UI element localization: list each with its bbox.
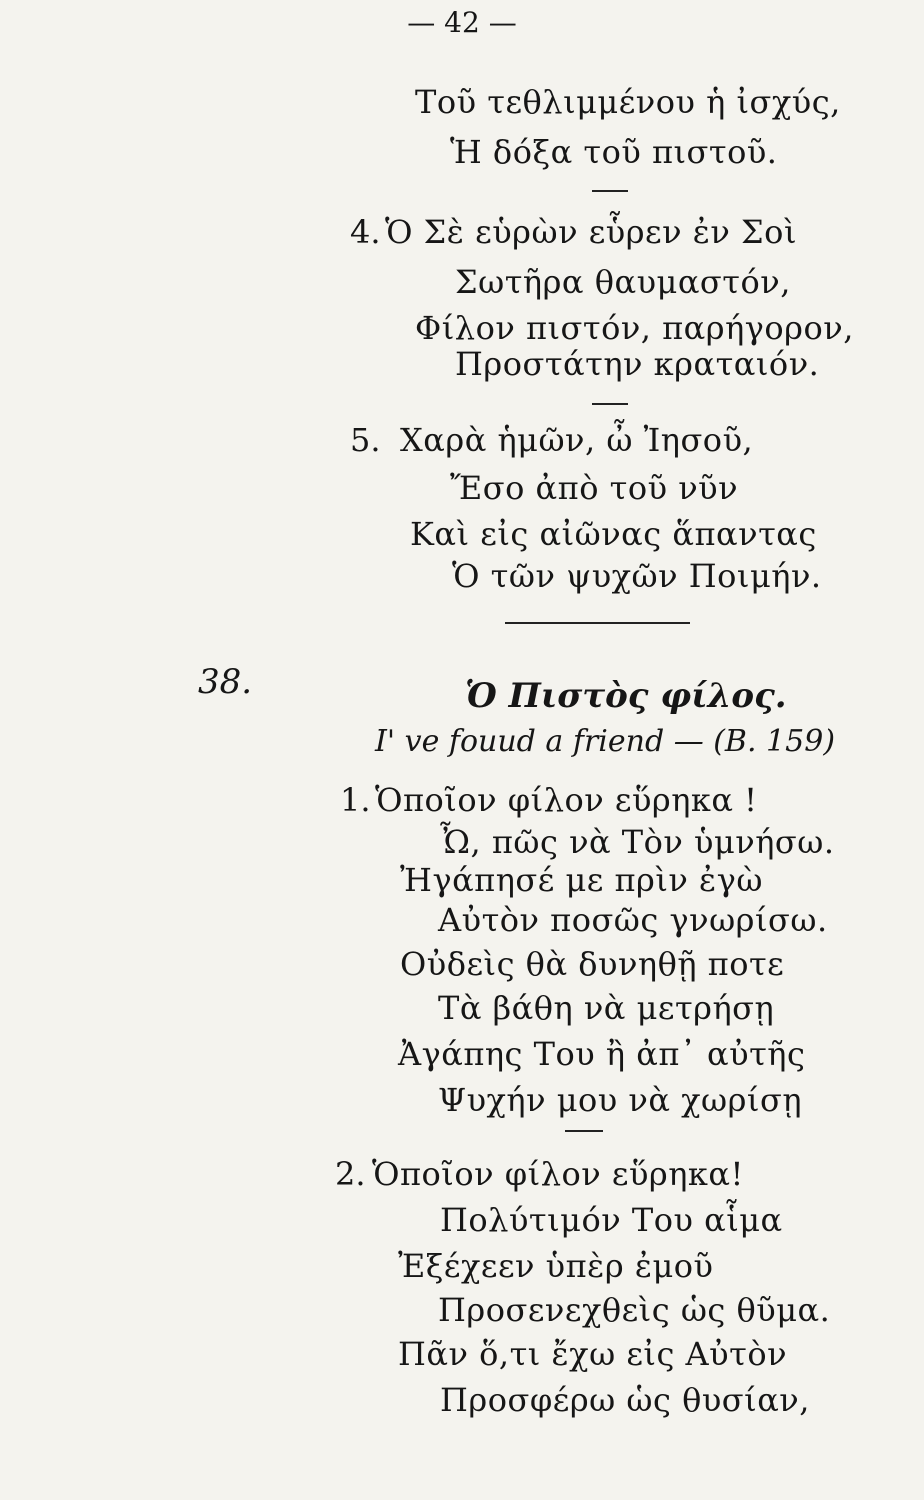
verse-line: Πολύτιμόν Του αἷμα <box>440 1201 783 1239</box>
verse-line: Τοῦ τεθλιμμένου ἡ ἰσχύς, <box>415 83 841 121</box>
verse-line: Ὁ Σὲ εὑρὼν εὗρεν ἐν Σοὶ <box>385 213 797 251</box>
verse-line: Ὦ, πῶς νὰ Τὸν ὑμνήσω. <box>440 823 835 861</box>
verse-line: Ἐξέχεεν ὑπὲρ ἐμοῦ <box>398 1247 714 1285</box>
verse-number: 4. <box>350 213 381 251</box>
verse-divider <box>565 1130 603 1132</box>
verse-line: Ψυχήν μου νὰ χωρίσῃ <box>438 1081 802 1119</box>
verse-line: Φίλον πιστόν, παρήγορον, <box>415 309 854 347</box>
verse-line: Πᾶν ὅ,τι ἔχω εἰς Αὐτὸν <box>398 1335 788 1373</box>
verse-line: Καὶ εἰς αἰῶνας ἅπαντας <box>410 515 817 553</box>
verse-line: Προσφέρω ὡς θυσίαν, <box>440 1381 810 1419</box>
verse-line: Χαρὰ ἡμῶν, ὦ Ἰησοῦ, <box>400 421 754 459</box>
verse-line: Αὐτὸν ποσῶς γνωρίσω. <box>438 901 828 939</box>
verse-line: Σωτῆρα θαυμαστόν, <box>455 263 791 301</box>
verse-line: Ἠγάπησέ με πρὶν ἐγὼ <box>400 861 763 899</box>
page-number: — 42 — <box>407 6 517 39</box>
verse-line: Προστάτην κραταιόν. <box>455 345 820 383</box>
tune-reference: I' ve fouud a friend — (B. 159) <box>375 724 836 759</box>
verse-line: Ἡ δόξα τοῦ πιστοῦ. <box>450 133 778 171</box>
verse-line: Ὁ τῶν ψυχῶν Ποιμήν. <box>452 557 822 595</box>
verse-number: 5. <box>350 421 381 459</box>
hymn-title: Ὁ Πιστὸς φίλος. <box>465 676 787 716</box>
verse-number: 1. <box>340 781 371 819</box>
verse-line: Ὁποῖον φίλον εὕρηκα! <box>372 1155 744 1193</box>
verse-line: Τὰ βάθη νὰ μετρήσῃ <box>438 989 775 1027</box>
verse-divider <box>592 190 628 192</box>
verse-line: Ἔσο ἀπὸ τοῦ νῦν <box>450 469 739 507</box>
hymn-divider <box>505 622 690 624</box>
verse-line: Ὁποῖον φίλον εὕρηκα ! <box>375 781 758 819</box>
hymn-number: 38. <box>198 662 253 702</box>
verse-number: 2. <box>335 1155 366 1193</box>
verse-line: Ἀγάπης Του ἢ ἀπ᾽ αὐτῆς <box>398 1035 806 1073</box>
verse-divider <box>592 403 628 405</box>
verse-line: Οὐδεὶς θὰ δυνηθῇ ποτε <box>400 945 785 983</box>
verse-line: Προσενεχθεὶς ὡς θῦμα. <box>438 1291 831 1329</box>
